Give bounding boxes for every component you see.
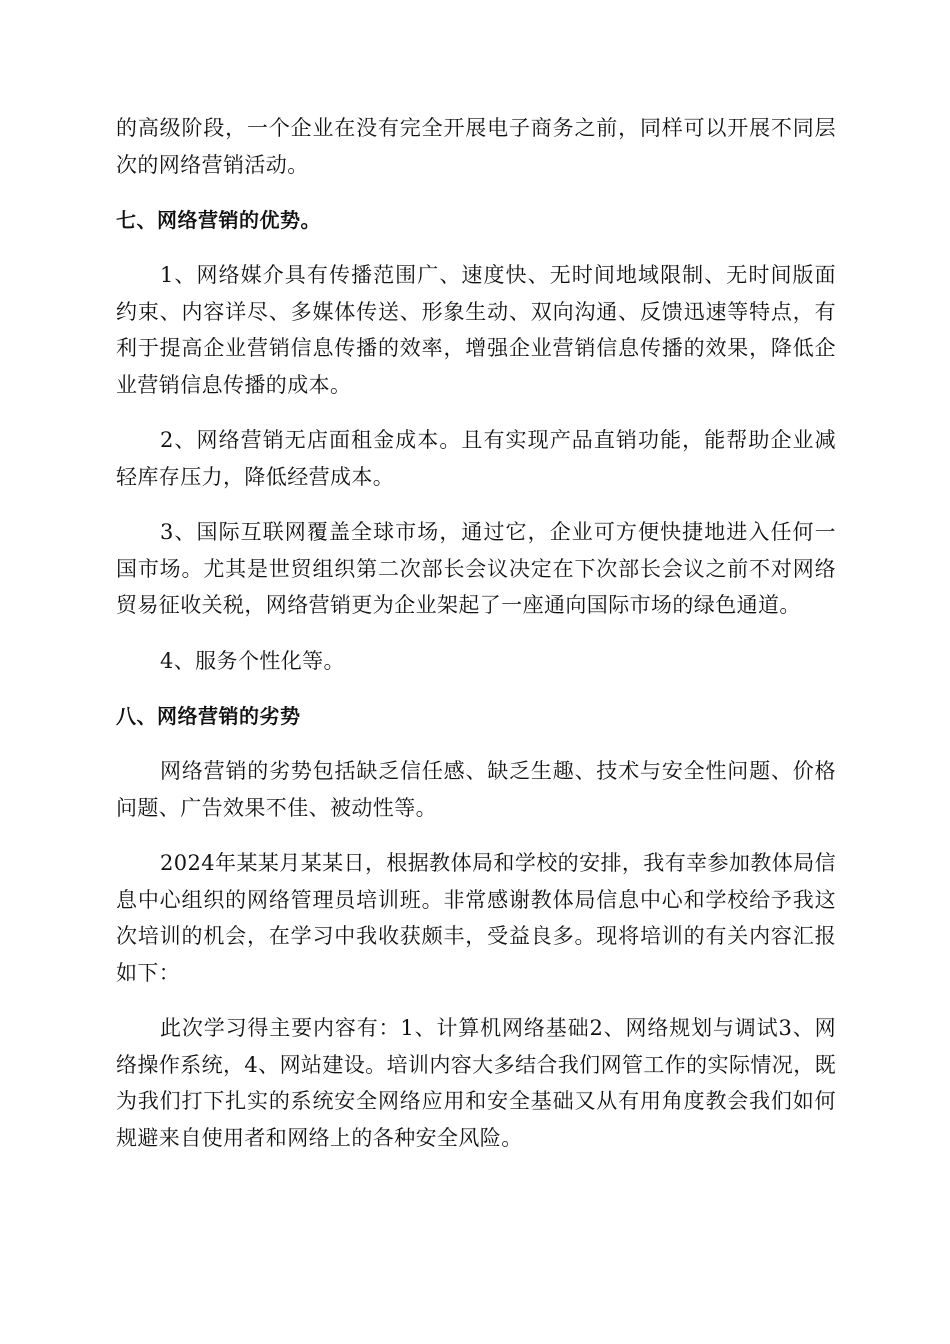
training-report-intro: 2024年某某月某某日，根据教体局和学校的安排，我有幸参加教体局信息中心组织的网络管理员培训班。非常感谢教体局信息中心和学校给予我这次培训的机会，在学习中我收获颇丰，受益良多。现将培训的有关内容汇报如下： [116,851,836,985]
section-heading-7: 七、网络营销的优势。 [116,208,321,232]
disadvantage-paragraph: 网络营销的劣势包括缺乏信任感、缺乏生趣、技术与安全性问题、价格问题、广告效果不佳、被动性等。 [116,759,836,820]
document-page [116,110,836,1175]
section-heading-8: 八、网络营销的劣势 [116,704,301,728]
training-content-paragraph: 此次学习得主要内容有：1、计算机网络基础2、网络规划与调试3、网络操作系统，4、网站建设。培训内容大多结合我们网管工作的实际情况，既为我们打下扎实的系统安全网络应用和安全基础又从有用角度教会我们如何规避来自使用者和网络上的各种安全风险。 [116,1016,836,1150]
advantage-item-3: 3、国际互联网覆盖全球市场，通过它，企业可方便快捷地进入任何一国市场。尤其是世贸组织第二次部长会议决定在下次部长会议之前不对网络贸易征收关税，网络营销更为企业架起了一座通向国际市场的绿色通道。 [116,520,836,617]
advantage-item-1: 1、网络媒介具有传播范围广、速度快、无时间地域限制、无时间版面约束、内容详尽、多媒体传送、形象生动、双向沟通、反馈迅速等特点，有利于提高企业营销信息传播的效率，增强企业营销信息传播的效果，降低企业营销信息传播的成本。 [116,263,836,397]
advantage-item-2: 2、网络营销无店面租金成本。且有实现产品直销功能，能帮助企业减轻库存压力，降低经营成本。 [116,428,836,489]
paragraph-continuation: 的高级阶段，一个企业在没有完全开展电子商务之前，同样可以开展不同层次的网络营销活动。 [116,116,836,177]
advantage-item-4: 4、服务个性化等。 [160,648,345,673]
